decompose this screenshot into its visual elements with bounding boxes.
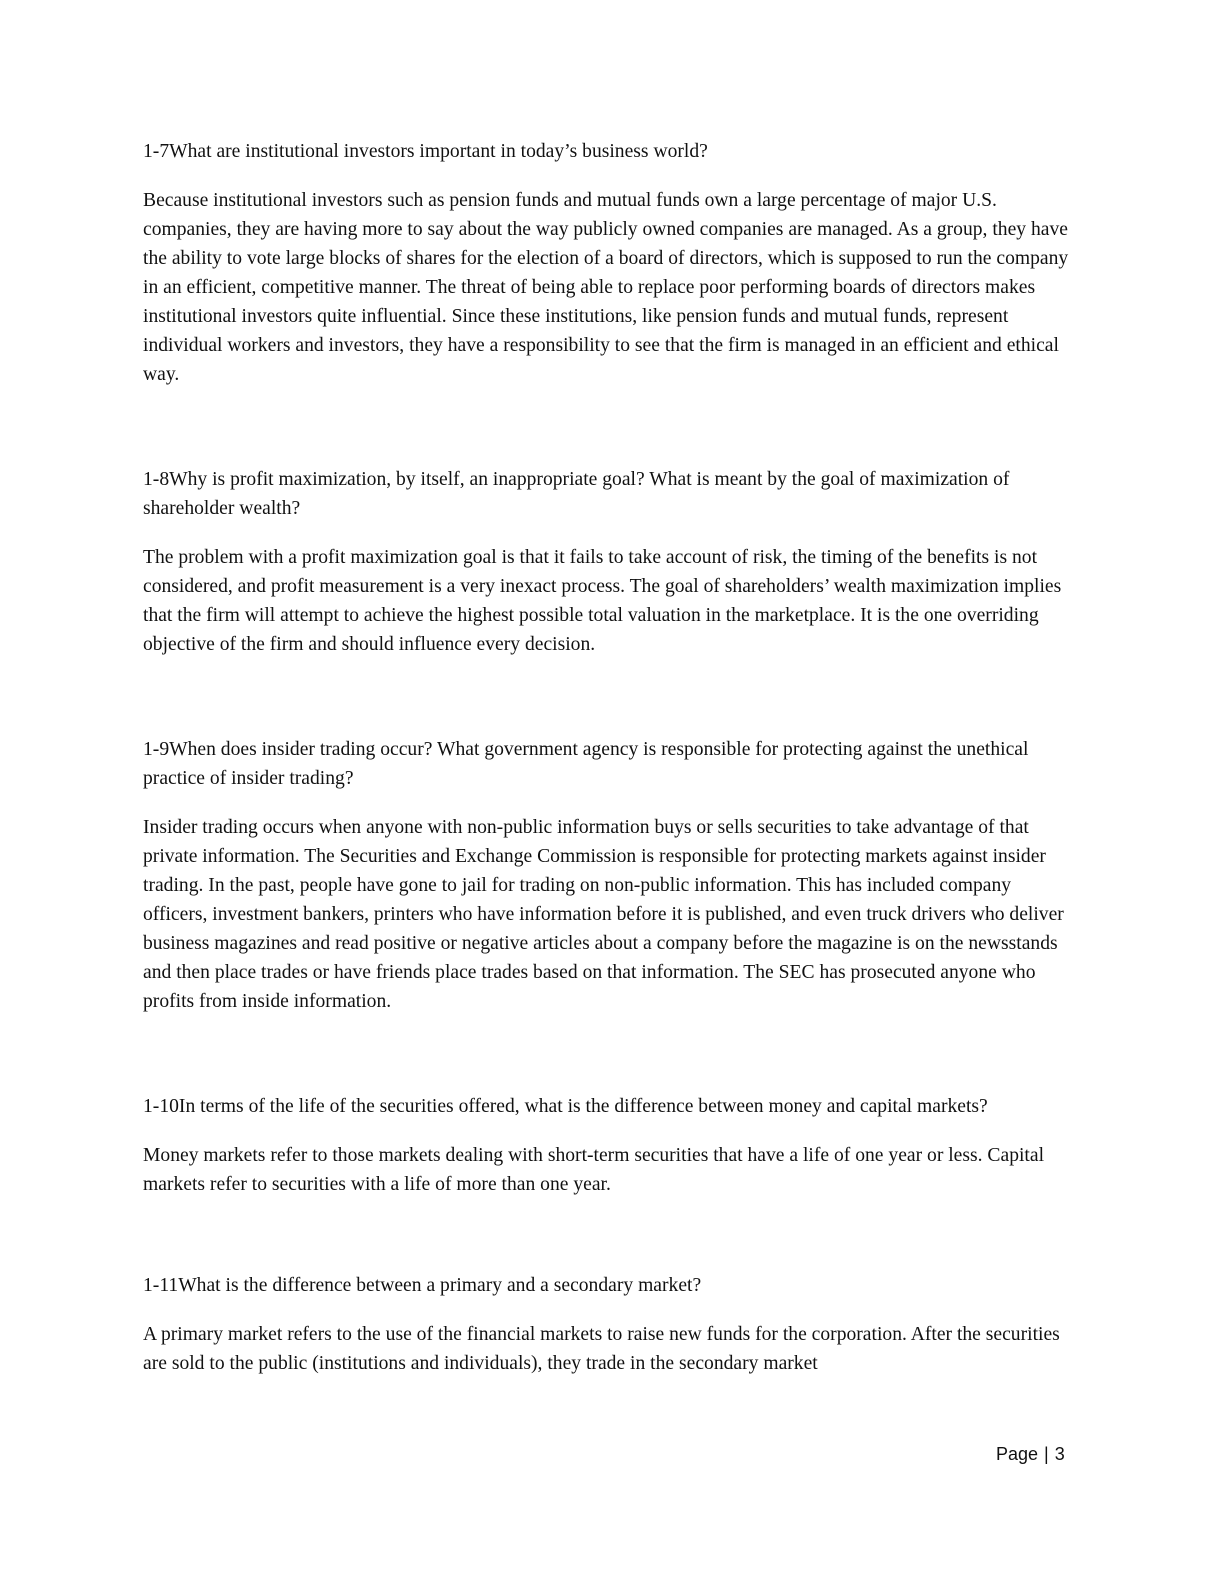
question-text: 1-9When does insider trading occur? What government agency is responsible for protecting against the unethical practice of insider trading? [143, 739, 1029, 789]
question-text: 1-8Why is profit maximization, by itself, an inappropriate goal? What is meant by the goal of maximization of shareholder wealth? [143, 469, 1010, 519]
page-content [143, 137, 1078, 1378]
answer-text: Because institutional investors such as pension funds and mutual funds own a large percentage of major U.S. companies, they are having more to say about the way publicly owned companies are managed. As a group, they have the ability to vote large blocks of shares for the election of a board of directors, which is supposed to run the company in an efficient, competitive manner. The threat of being able to replace poor performing boards of directors makes institutional investors quite influential. Since these institutions, like pension funds and mutual funds, represent individual workers and investors, they have a responsibility to see that the firm is managed in an efficient and ethical way. [143, 190, 1069, 385]
qa-section-1-9 [143, 735, 1078, 1016]
page-footer [996, 1444, 1065, 1465]
qa-section-1-11 [143, 1271, 1078, 1378]
answer-text: The problem with a profit maximization goal is that it fails to take account of risk, the timing of the benefits is not considered, and profit measurement is a very inexact process. The goal of shareholders’ wealth maximization implies that the firm will attempt to achieve the highest possible total valuation in the marketplace. It is the one overriding objective of the firm and should influence every decision. [143, 547, 1062, 655]
question-text: 1-10In terms of the life of the securities offered, what is the difference between money and capital markets? [143, 1096, 988, 1117]
answer-text: A primary market refers to the use of the financial markets to raise new funds for the corporation. After the securities are sold to the public (institutions and individuals), they trade in the secondary market [143, 1324, 1060, 1374]
qa-section-1-8 [143, 465, 1078, 659]
answer-text: Money markets refer to those markets dealing with short-term securities that have a life of one year or less. Capital markets refer to securities with a life of more than one year. [143, 1145, 1045, 1195]
qa-section-1-7 [143, 137, 1078, 389]
page-number: 3 [1054, 1444, 1065, 1464]
question-text: 1-11What is the difference between a primary and a secondary market? [143, 1275, 702, 1296]
answer-text: Insider trading occurs when anyone with non-public information buys or sells securities to take advantage of that private information. The Securities and Exchange Commission is responsible for protecting markets against insider trading. In the past, people have gone to jail for trading on non-public information. This has included company officers, investment bankers, printers who have information before it is published, and even truck drivers who deliver business magazines and read positive or negative articles about a company before the magazine is on the newsstands and then place trades or have friends place trades based on that information. The SEC has prosecuted anyone who profits from inside information. [143, 817, 1064, 1012]
question-text: 1-7What are institutional investors important in today’s business world? [143, 141, 708, 162]
qa-section-1-10 [143, 1092, 1078, 1199]
page-separator: | [1044, 1444, 1049, 1464]
page-label: Page [996, 1444, 1039, 1464]
